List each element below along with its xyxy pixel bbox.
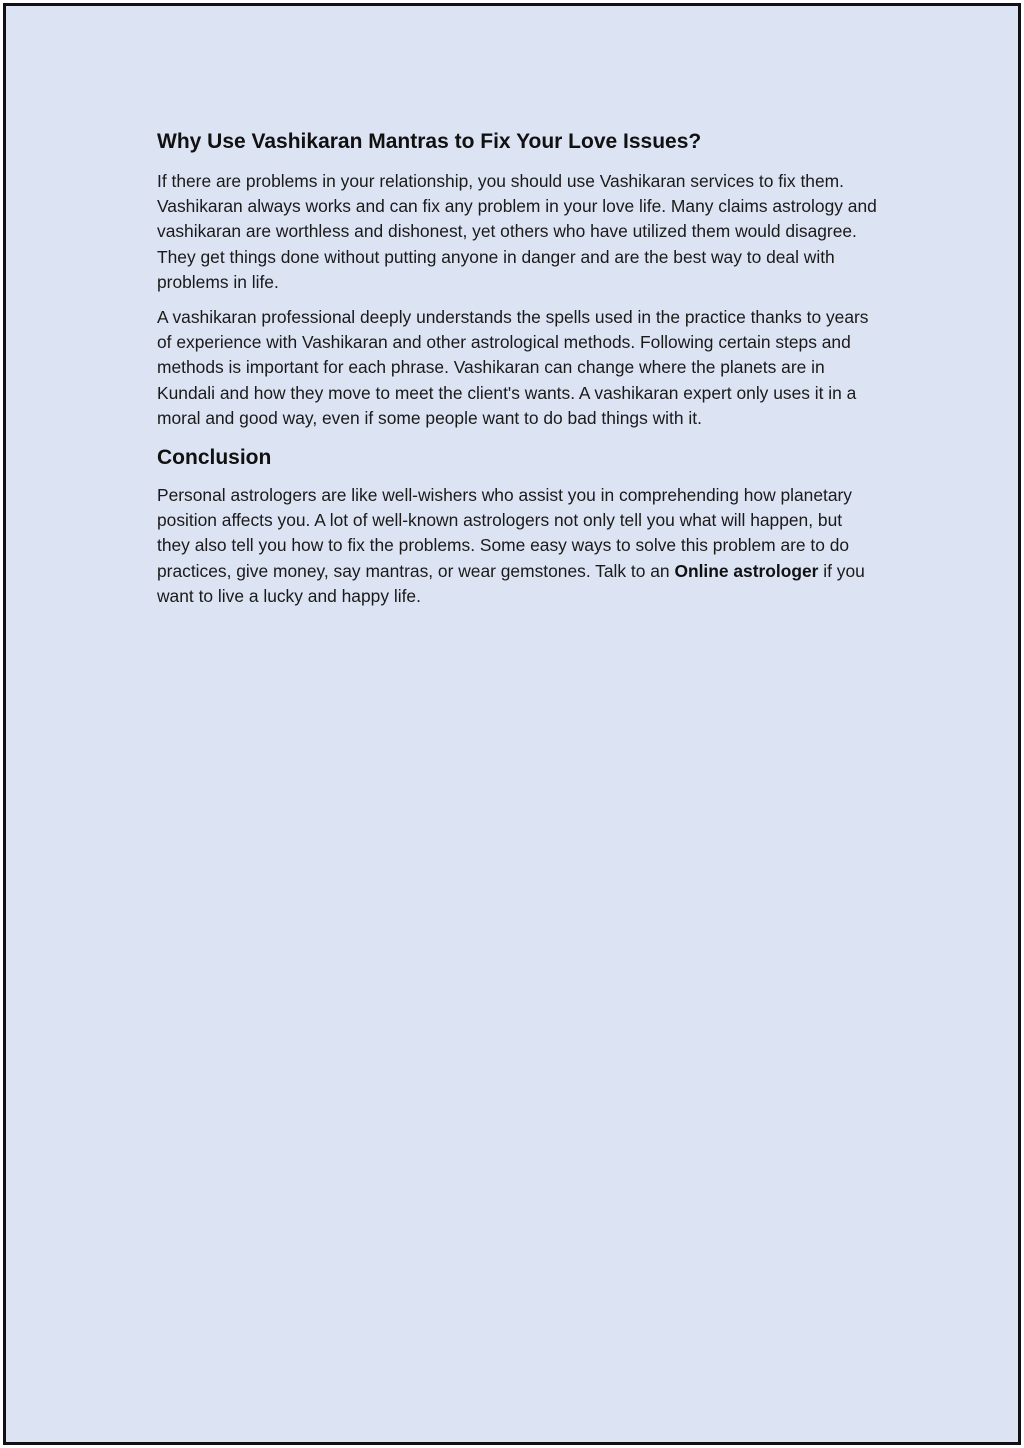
- paragraph-relationship-problems: If there are problems in your relationship, you should use Vashikaran services to fix them. Vashikaran always works and can fix any problem in your love life. Many claims astrology and vashikaran are worthless and dishonest, yet others who have utilized them would disagree. They get things done without putting anyone in danger and are the best way to deal with problems in life.: [157, 171, 877, 292]
- document-frame: [3, 3, 1021, 1445]
- paragraph-vashikaran-professional: A vashikaran professional deeply understands the spells used in the practice thanks to years of experience with Vashikaran and other astrological methods. Following certain steps and methods is important for each phrase. Vashikaran can change where the planets are in Kundali and how they move to meet the client's wants. A vashikaran expert only uses it in a moral and good way, even if some people want to do bad things with it.: [157, 307, 869, 428]
- paragraph-conclusion: [157, 483, 877, 609]
- conclusion-text-start: Personal astrologers are like well-wishers who assist you in comprehending how planetary position affects you. A lot of well-known astrologers not only tell you what will happen, but they also tell you how to fix the problems. Some easy ways to solve this problem are to do practices, give money, say mantras, or wear gemstones. Talk to an: [157, 485, 852, 581]
- section-heading-conclusion: Conclusion: [157, 446, 272, 470]
- section-heading-why-vashikaran: Why Use Vashikaran Mantras to Fix Your Love Issues?: [157, 130, 702, 153]
- online-astrologer-bold-text: Online astrologer: [674, 560, 819, 581]
- document-body: [157, 127, 877, 619]
- conclusion-text-end: if you want to live a lucky and happy life.: [157, 560, 865, 606]
